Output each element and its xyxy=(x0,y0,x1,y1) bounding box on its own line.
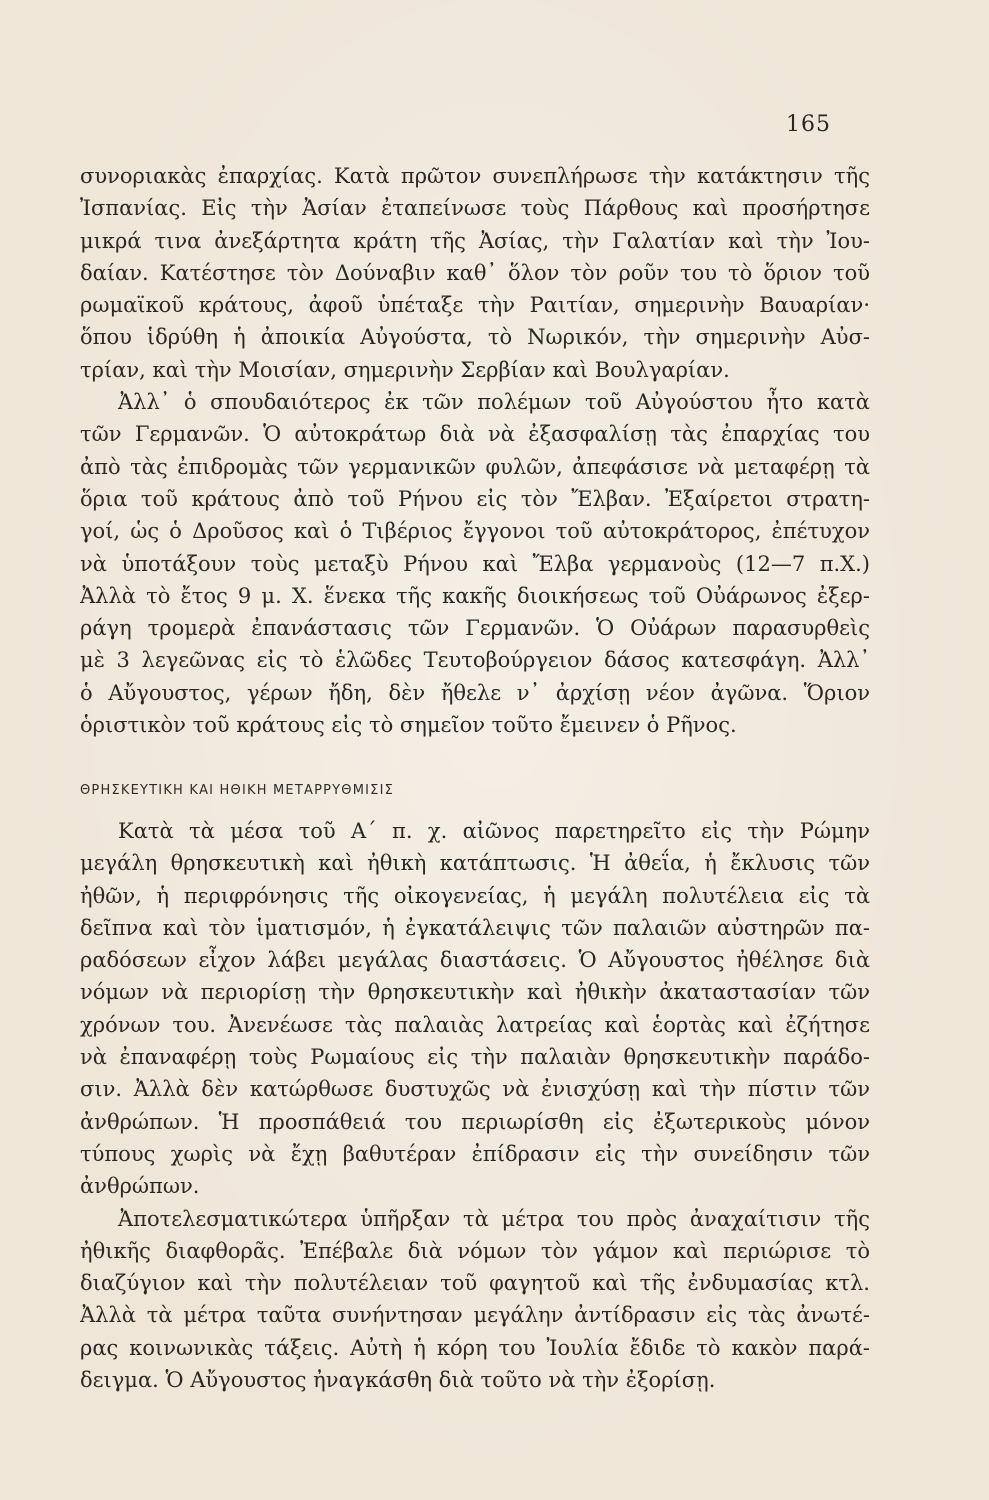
text-line: τρίαν, καὶ τὴν Μοισίαν, σημερινὴν Σερβίαν καὶ Βουλγαρίαν. xyxy=(80,357,730,382)
text-line: μικρά τινα ἀνεξάρτητα κράτη τῆς Ἀσίας, τὴν Γαλατίαν καὶ τὴν Ἰου- xyxy=(80,228,870,253)
page-number: 165 xyxy=(786,112,831,137)
section-heading: ΘΡΗΣΚΕΥΤΙΚΗ ΚΑΙ ΗΘΙΚΗ ΜΕΤΑΡΡΥΘΜΙΣΙΣ xyxy=(80,783,395,798)
text-line: ἀπὸ τὰς ἐπιδρομὰς τῶν γερμανικῶν φυλῶν, ἀπεφάσισε νὰ μεταφέρῃ τὰ xyxy=(80,454,870,479)
text-line: γοί, ὡς ὁ Δροῦσος καὶ ὁ Τιβέριος ἔγγονοι τοῦ αὐτοκράτορος, ἐπέτυχον xyxy=(80,519,870,544)
text-line: ρας κοινωνικὰς τάξεις. Αὐτὴ ἡ κόρη του Ἰουλία ἔδιδε τὸ κακὸν παρά- xyxy=(80,1335,870,1360)
text-line: μεγάλη θρησκευτικὴ καὶ ἠθικὴ κατάπτωσις. Ἡ ἀθεΐα, ἡ ἔκλυσις τῶν xyxy=(80,851,870,876)
text-line: σιν. Ἀλλὰ δὲν κατώρθωσε δυστυχῶς νὰ ἐνισχύσῃ καὶ τὴν πίστιν τῶν xyxy=(80,1077,870,1102)
text-line: ὁριστικὸν τοῦ κράτους εἰς τὸ σημεῖον τοῦτο ἔμεινεν ὁ Ρῆνος. xyxy=(80,713,737,738)
text-line: ὅπου ἱδρύθη ἡ ἀποικία Αὐγούστα, τὸ Νωρικόν, τὴν σημερινὴν Αὐσ- xyxy=(80,325,870,350)
text-line: συνοριακὰς ἐπαρχίας. Κατὰ πρῶτον συνεπλήρωσε τὴν κατάκτησιν τῆς xyxy=(80,164,870,188)
text-line: νόμων νὰ περιορίσῃ τὴν θρησκευτικὴν καὶ ἠθικὴν ἀκαταστασίαν τῶν xyxy=(80,980,870,1005)
text-line: Ἀλλ᾽ ὁ σπουδαιότερος ἐκ τῶν πολέμων τοῦ Αὐγούστου ἦτο κατὰ xyxy=(118,390,870,415)
text-block-2 xyxy=(80,815,870,1396)
text-line: ἠθῶν, ἡ περιφρόνησις τῆς οἰκογενείας, ἡ μεγάλη πολυτέλεια εἰς τὰ xyxy=(80,883,870,908)
text-line: τύπους χωρὶς νὰ ἔχῃ βαθυτέραν ἐπίδρασιν εἰς τὴν συνείδησιν τῶν xyxy=(80,1141,870,1166)
text-line: ἀνθρώπων. Ἡ προσπάθειά του περιωρίσθη εἰς ἐξωτερικοὺς μόνον xyxy=(80,1109,870,1134)
text-block-1 xyxy=(80,160,870,741)
text-line: ρωμαϊκοῦ κράτους, ἀφοῦ ὑπέταξε τὴν Ραιτίαν, σημερινὴν Βαυαρίαν· xyxy=(80,293,870,318)
text-line: δειγμα. Ὁ Αὔγουστος ἠναγκάσθη διὰ τοῦτο νὰ τὴν ἐξορίσῃ. xyxy=(80,1368,716,1393)
text-line: ράγη τρομερὰ ἐπανάστασις τῶν Γερμανῶν. Ὁ Οὐάρων παρασυρθεὶς xyxy=(80,616,870,641)
text-line: δαίαν. Κατέστησε τὸν Δούναβιν καθ᾽ ὅλον τὸν ροῦν του τὸ ὅριον τοῦ xyxy=(80,260,870,285)
text-line: ἠθικῆς διαφθορᾶς. Ἐπέβαλε διὰ νόμων τὸν γάμον καὶ περιώρισε τὸ xyxy=(80,1238,870,1263)
text-line: μὲ 3 λεγεῶνας εἰς τὸ ἑλῶδες Τευτοβούργειον δάσος κατεσφάγη. Ἀλλ᾽ xyxy=(80,648,870,673)
text-line: ὁ Αὔγουστος, γέρων ἤδη, δὲν ἤθελε ν᾽ ἀρχίσῃ νέον ἀγῶνα. Ὅριον xyxy=(80,680,870,705)
text-line: χρόνων του. Ἀνενέωσε τὰς παλαιὰς λατρείας καὶ ἑορτὰς καὶ ἐζήτησε xyxy=(80,1012,870,1037)
text-line: Ἰσπανίας. Εἰς τὴν Ἀσίαν ἐταπείνωσε τοὺς Πάρθους καὶ προσήρτησε xyxy=(80,196,870,221)
text-line: Ἀποτελεσματικώτερα ὑπῆρξαν τὰ μέτρα του πρὸς ἀναχαίτισιν τῆς xyxy=(118,1206,870,1231)
text-line: ραδόσεων εἶχον λάβει μεγάλας διαστάσεις. Ὁ Αὔγουστος ἠθέλησε διὰ xyxy=(80,948,870,973)
text-line: Κατὰ τὰ μέσα τοῦ Α΄ π. χ. αἰῶνος παρετηρεῖτο εἰς τὴν Ρώμην xyxy=(118,819,870,843)
text-line: διαζύγιον καὶ τὴν πολυτέλειαν τοῦ φαγητοῦ καὶ τῆς ἐνδυμασίας κτλ. xyxy=(80,1271,870,1296)
text-line: τῶν Γερμανῶν. Ὁ αὐτοκράτωρ διὰ νὰ ἐξασφαλίσῃ τὰς ἐπαρχίας του xyxy=(80,422,870,447)
text-line: ὅρια τοῦ κράτους ἀπὸ τοῦ Ρήνου εἰς τὸν Ἔλβαν. Ἐξαίρετοι στρατη- xyxy=(80,486,870,511)
text-line: Ἀλλὰ τὰ μέτρα ταῦτα συνήντησαν μεγάλην ἀντίδρασιν εἰς τὰς ἀνωτέ- xyxy=(80,1303,870,1328)
text-line: νὰ ἐπαναφέρῃ τοὺς Ρωμαίους εἰς τὴν παλαιὰν θρησκευτικὴν παράδο- xyxy=(80,1045,870,1070)
text-line: νὰ ὑποτάξουν τοὺς μεταξὺ Ρήνου καὶ Ἔλβα γερμανοὺς (12—7 π.Χ.) xyxy=(80,551,870,576)
text-line: Ἀλλὰ τὸ ἔτος 9 μ. Χ. ἕνεκα τῆς κακῆς διοικήσεως τοῦ Οὐάρωνος ἐξερ- xyxy=(80,583,870,608)
text-line: δεῖπνα καὶ τὸν ἱματισμόν, ἡ ἐγκατάλειψις τῶν παλαιῶν αὐστηρῶν πα- xyxy=(80,915,870,940)
text-line: ἀνθρώπων. xyxy=(80,1174,200,1199)
